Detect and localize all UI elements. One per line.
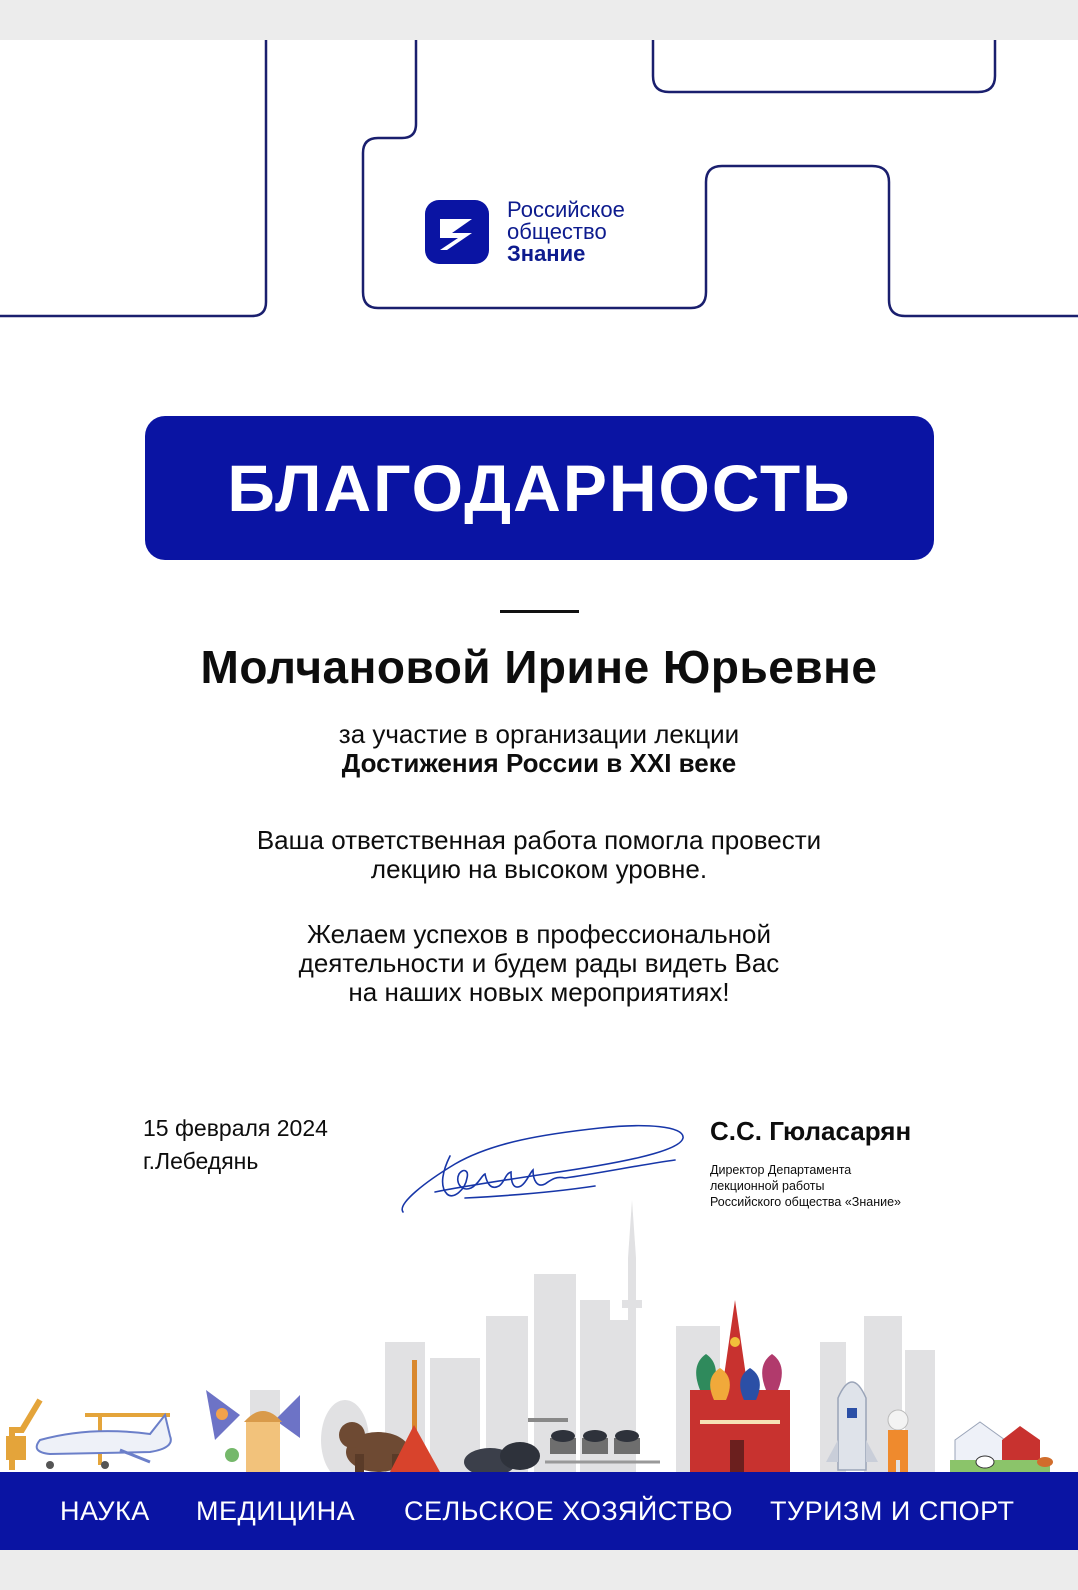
category-science: НАУКА — [60, 1496, 150, 1526]
logo-line-1: Российское — [507, 197, 625, 222]
logo-line-3: Знание — [507, 241, 586, 266]
wishes-paragraph — [0, 920, 1078, 1007]
title-banner — [145, 416, 934, 560]
praise-line: Ваша ответственная работа помогла провести — [256, 825, 822, 855]
znanie-logo — [425, 199, 625, 265]
znanie-logo-icon — [425, 200, 489, 264]
praise-paragraph — [0, 826, 1078, 884]
wishes-line: деятельности и будем рады видеть Вас — [298, 948, 780, 978]
certificate-page — [0, 40, 1078, 1550]
logo-text — [507, 199, 625, 265]
issue-city: г.Лебедянь — [143, 1148, 259, 1174]
category-agriculture: СЕЛЬСКОЕ ХОЗЯЙСТВО — [404, 1496, 734, 1526]
recipient-name: Молчановой Ирине Юрьевне — [200, 641, 878, 693]
city-skyline-illustration — [0, 1190, 1078, 1475]
certificate-title: БЛАГОДАРНОСТЬ — [227, 451, 852, 525]
signer-title-line: Российского общества «Знание» — [710, 1195, 901, 1209]
wishes-line: на наших новых мероприятиях! — [348, 977, 730, 1007]
signer-title-line: Директор Департамента — [710, 1163, 852, 1177]
category-tourism-sport: ТУРИЗМ И СПОРТ — [770, 1496, 1015, 1526]
st-basils-cathedral-icon — [690, 1300, 790, 1472]
categories-bar — [0, 1472, 1078, 1550]
praise-line: лекцию на высоком уровне. — [370, 854, 708, 884]
wishes-line: Желаем успехов в профессиональной — [306, 919, 772, 949]
reason-text: за участие в организации лекции — [338, 719, 740, 749]
lecture-title: Достижения России в XXI веке — [341, 748, 737, 778]
farm-icon — [950, 1422, 1053, 1472]
divider-dash — [500, 610, 579, 613]
logo-line-2: общество — [507, 219, 607, 244]
aviation-group-icon — [6, 1400, 171, 1470]
issue-date: 15 февраля 2024 — [143, 1115, 328, 1141]
signer-name: С.С. Гюласарян — [710, 1116, 912, 1146]
category-medicine: МЕДИЦИНА — [196, 1496, 356, 1526]
signer-title-line: лекционной работы — [710, 1179, 825, 1193]
date-block — [143, 1112, 328, 1178]
